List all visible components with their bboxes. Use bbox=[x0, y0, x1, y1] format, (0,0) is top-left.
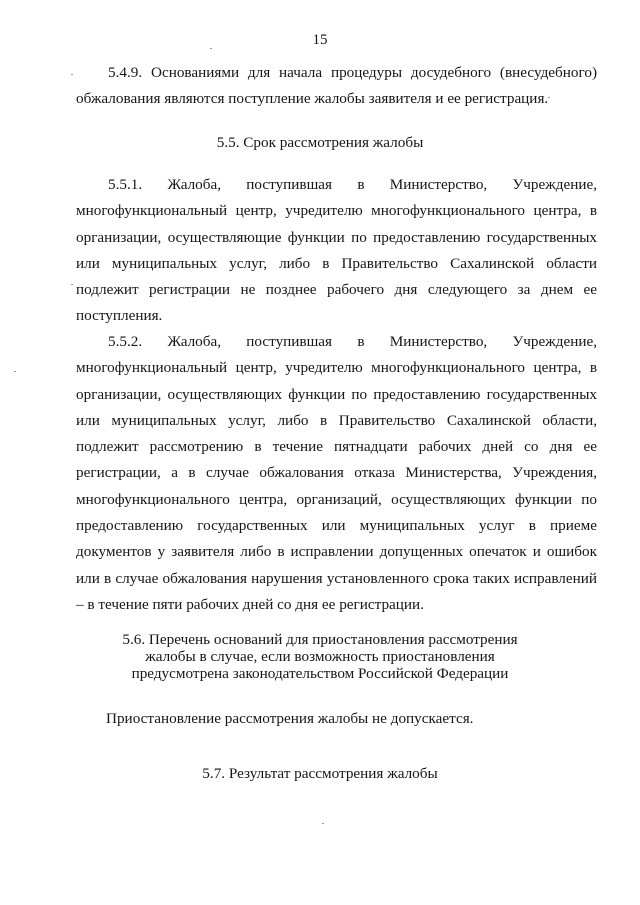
text-line: 5.4.9. Основаниями для начала процедуры досудебного (внесудебного) bbox=[108, 64, 597, 81]
scan-speck bbox=[71, 74, 73, 75]
section-heading-5-6 bbox=[0, 631, 640, 682]
text-line: многофункциональный центр, учредителю многофункционального центра, в bbox=[76, 359, 597, 377]
section-heading-5-5: 5.5. Срок рассмотрения жалобы bbox=[216, 134, 424, 151]
text-line: многофункционального центра, организаций, осуществляющих функции по bbox=[76, 490, 597, 508]
scan-speck bbox=[322, 823, 324, 824]
text-line: многофункциональный центр, учредителю многофункционального центра, в bbox=[76, 202, 597, 220]
text-line: предоставлению государственных или муниципальных услуг в приеме bbox=[76, 517, 597, 535]
paragraph-5-4-9 bbox=[76, 60, 597, 113]
text-line: или муниципальных услуг, либо в Правительство Сахалинской области, bbox=[76, 411, 597, 429]
page-number: 15 bbox=[312, 32, 328, 48]
text-line: подлежит регистрации не позднее рабочего дня следующего за днем ее bbox=[76, 281, 597, 299]
scan-speck bbox=[14, 371, 16, 372]
paragraph-5-5-1 bbox=[76, 172, 597, 330]
text-line: – в течение пяти рабочих дней со дня ее регистрации. bbox=[76, 595, 424, 613]
heading-line: жалобы в случае, если возможность приостановления bbox=[145, 648, 495, 665]
text-line: или муниципальных услуг, либо в Правительство Сахалинской области bbox=[76, 254, 597, 272]
text-line: документов у заявителя либо в исправлении допущенных опечаток и ошибок bbox=[76, 543, 597, 561]
text-line: или в случае обжалования нарушения установленного срока таких исправлений bbox=[76, 569, 597, 587]
text-line: организации, осуществляющих функции по предоставлению государственных bbox=[76, 385, 597, 403]
heading-line: 5.6. Перечень оснований для приостановления рассмотрения bbox=[122, 631, 518, 648]
text-line: регистрации, а в случае обжалования отказа Министерства, Учреждения, bbox=[76, 464, 597, 482]
scan-speck bbox=[210, 48, 212, 49]
scan-speck bbox=[548, 97, 550, 98]
text-line: обжалования являются поступление жалобы заявителя и ее регистрация. bbox=[76, 90, 549, 108]
scan-speck bbox=[71, 284, 73, 285]
text-line: организации, осуществляющие функции по предоставлению государственных bbox=[76, 228, 597, 246]
heading-line: предусмотрена законодательством Российской Федерации bbox=[131, 665, 509, 682]
text-line: 5.5.2. Жалоба, поступившая в Министерство, Учреждение, bbox=[108, 333, 597, 350]
paragraph-5-5-2 bbox=[76, 329, 597, 618]
text-line: 5.5.1. Жалоба, поступившая в Министерство, Учреждение, bbox=[108, 176, 597, 193]
paragraph-5-6: Приостановление рассмотрения жалобы не допускается. bbox=[106, 710, 474, 727]
text-line: подлежит рассмотрению в течение пятнадцати рабочих дней со дня ее bbox=[76, 438, 597, 456]
section-heading-5-7: 5.7. Результат рассмотрения жалобы bbox=[202, 765, 438, 782]
text-line: поступления. bbox=[76, 307, 163, 325]
